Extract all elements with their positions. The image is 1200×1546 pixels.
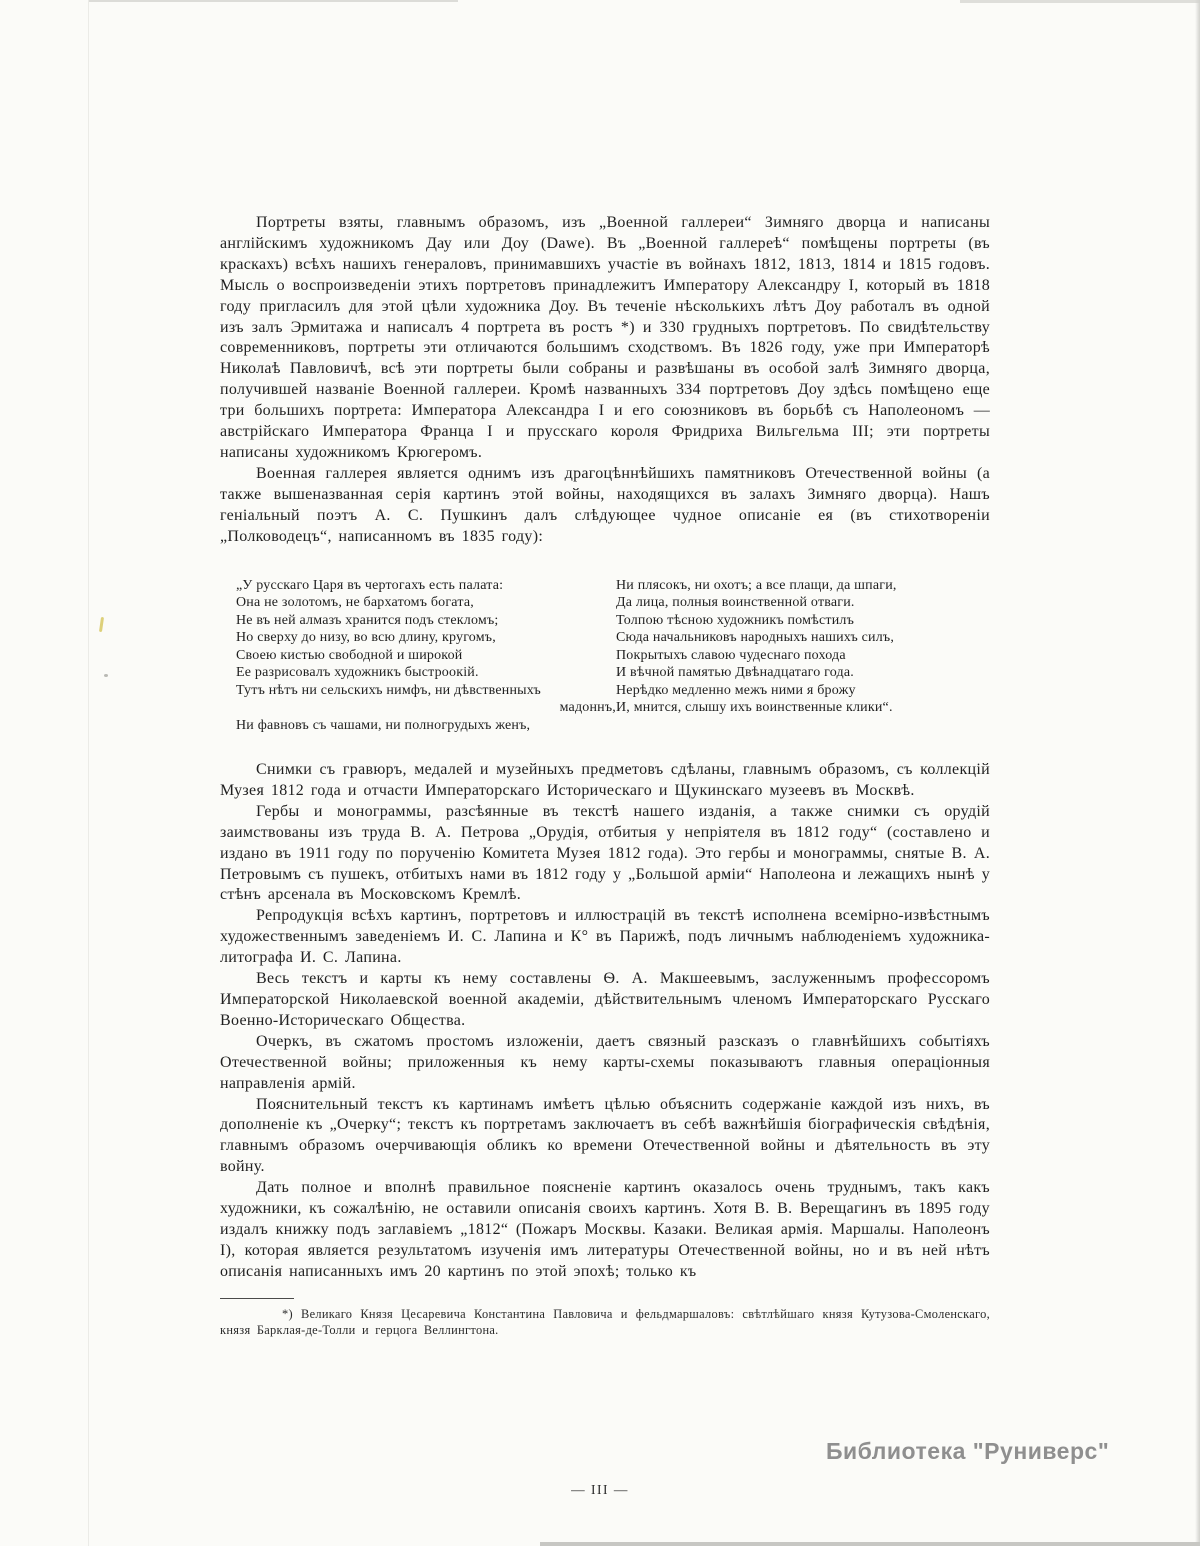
scan-edge-left [88, 0, 89, 1546]
poem-line: Да лица, полныя воинственной отваги. [616, 595, 855, 610]
scan-edge-top-left [88, 0, 458, 2]
body-paragraph: Очеркъ, въ сжатомъ простомъ изложеніи, даетъ связный разсказъ о главнѣйшихъ событіяхъ Отечественной войны; приложенныя къ нему карты-схемы показываютъ главныя операціонныя направленія армій. [220, 1032, 990, 1092]
footnote-separator [220, 1298, 294, 1299]
body-paragraph: Снимки съ гравюръ, медалей и музейныхъ предметовъ сдѣланы, главнымъ образомъ, съ коллекцій Музея 1812 года и отчасти Императорскаго Историческаго и Щукинскаго музеевъ въ Москвѣ. [220, 761, 990, 799]
scan-artifact-dash [99, 617, 104, 632]
pushkin-poem [220, 577, 990, 735]
intro-paragraphs [220, 213, 990, 548]
runivers-watermark: Библиотека "Руниверс" [826, 1438, 1110, 1464]
text-block [220, 213, 990, 1339]
poem-line: Своею кистью свободной и широкой [236, 647, 463, 663]
poem-column-left [236, 577, 616, 735]
poem-line: Тутъ нѣтъ ни сельскихъ нимфъ, ни дѣвственныхъ [236, 682, 541, 698]
poem-line: Покрытыхъ славою чудеснаго похода [616, 647, 846, 663]
scan-edge-top-right [960, 0, 1200, 3]
poem-line: Ни фавновъ съ чашами, ни полногрудыхъ женъ, [236, 717, 531, 733]
poem-column-right [616, 577, 990, 735]
body-paragraph: Весь текстъ и карты къ нему составлены Ѳ. А. Макшеевымъ, заслуженнымъ профессоромъ Императорской Николаевской военной академіи, дѣйствительнымъ членомъ Императорскаго Русскаго Военно-Историческаго Общества. [220, 970, 990, 1029]
poem-line: Она не золотомъ, не бархатомъ богата, [236, 595, 474, 610]
poem-line: Ее разрисовалъ художникъ быстроокій. [236, 665, 479, 680]
poem-line: Не въ ней алмазъ хранится подъ стекломъ; [236, 612, 499, 628]
body-paragraph: Пояснительный текстъ къ картинамъ имѣетъ цѣлью объяснить содержаніе каждой изъ нихъ, въ дополненіе къ „Очерку“; текстъ къ портретамъ заключаетъ въ себѣ важнѣйшія біографическія свѣдѣнія, главнымъ образомъ очерчивающія обликъ ко времени Отечественной войны и дѣятельность въ эту войну. [220, 1095, 990, 1176]
footnote: *) Великаго Князя Цесаревича Константина Павловича и фельдмаршаловъ: свѣтлѣйшаго князя Кутузова-Смоленскаго, князя Барклая-де-Толли и герцога Веллингтона. [220, 1306, 990, 1338]
page-number: — III — [571, 1482, 629, 1497]
poem-line: И, мнится, слышу ихъ воинственные клики“. [616, 700, 893, 715]
poem-line: Но сверху до низу, во всю длину, кругомъ, [236, 630, 496, 645]
scan-edge-bottom [540, 1542, 1200, 1546]
body-paragraph: Военная галлерея является однимъ изъ драгоцѣннѣйшихъ памятниковъ Отечественной войны (а также вышеназванная серія картинъ этой войны, находящихся въ залахъ Зимняго дворца). Нашъ геніальный поэтъ А. С. Пушкинъ далъ слѣдующее чудное описаніе ея (въ стихотвореніи „Полководецъ“, написанномъ въ 1835 году): [220, 464, 990, 545]
poem-line: И вѣчной памятью Двѣнадцатаго года. [616, 665, 854, 680]
closing-paragraphs [220, 760, 990, 1283]
poem-line: мадоннъ, [559, 700, 616, 715]
scan-edge-right [1195, 0, 1200, 1546]
poem-line: „У русскаго Царя въ чертогахъ есть палата: [236, 577, 504, 593]
poem-line: Толпою тѣсною художникъ помѣстилъ [616, 612, 855, 628]
body-paragraph: Репродукція всѣхъ картинъ, портретовъ и иллюстрацій въ текстѣ исполнена всемірно-извѣстнымъ художественнымъ заведеніемъ И. С. Лапина и К° въ Парижѣ, подъ личнымъ наблюденіемъ художника-литографа И. С. Лапина. [220, 907, 990, 967]
body-paragraph: Дать полное и вполнѣ правильное поясненіе картинъ оказалось очень труднымъ, такъ какъ художники, къ сожалѣнію, не оставили описанія своихъ картинъ. Хотя В. В. Верещагинъ въ 1895 году издалъ книжку подъ заглавіемъ „1812“ (Пожаръ Москвы. Казаки. Великая армія. Маршалы. Наполеонъ I), которая является результатомъ изученія имъ литературы Отечественной войны, но и въ ней нѣтъ описанія написанныхъ имъ 20 картинъ по этой эпохѣ; только къ [220, 1179, 990, 1280]
poem-line: Ни плясокъ, ни охотъ; а все плащи, да шпаги, [616, 577, 897, 593]
poem-line: Сюда начальниковъ народныхъ нашихъ силъ, [616, 630, 895, 645]
body-paragraph: Гербы и монограммы, разсѣянные въ текстѣ нашего изданія, а также снимки съ орудій заимствованы изъ труда В. А. Петрова „Орудія, отбитыя у непріятеля въ 1812 году“ (составлено и издано въ 1911 году по порученію Комитета Музея 1812 года). Это гербы и монограммы, снятые В. А. Петровымъ съ пушекъ, отбитыхъ нами въ 1812 году у „Большой арміи“ Наполеона и лежащихъ нынѣ у стѣнъ арсенала въ Московскомъ Кремлѣ. [220, 802, 990, 904]
poem-line: Нерѣдко медленно межъ ними я брожу [616, 682, 856, 698]
body-paragraph: Портреты взяты, главнымъ образомъ, изъ „Военной галлереи“ Зимняго дворца и написаны англійскимъ художникомъ Дау или Доу (Dawe). Въ „Военной галлереѣ“ помѣщены портреты (въ краскахъ) всѣхъ нашихъ генераловъ, принимавшихъ участіе въ войнахъ 1812, 1813, 1814 и 1815 годовъ. Мысль о воспроизведеніи этихъ портретовъ принадлежитъ Императору Александру I, который въ 1818 году пригласилъ для этой цѣли художника Доу. Въ теченіе нѣсколькихъ лѣтъ Доу работалъ въ одной изъ залъ Эрмитажа и написалъ 4 портрета въ ростъ *) и 330 грудныхъ портретовъ. По свидѣтельству современниковъ, портреты эти отличаются большимъ сходствомъ. Въ 1826 году, уже при Императорѣ Николаѣ Павловичѣ, всѣ эти портреты были собраны и развѣшаны въ особой залѣ Зимняго дворца, получившей названіе Военной галлереи. Кромѣ названныхъ 334 портретовъ Доу здѣсь помѣщено еще три большихъ портрета: Императора Александра I и его союзниковъ въ борьбѣ съ Наполеономъ — австрійскаго Императора Франца I и прусскаго короля Фридриха Вильгельма III; эти портреты написаны художникомъ Крюгеромъ. [220, 214, 990, 461]
scan-artifact-dot [104, 674, 108, 677]
